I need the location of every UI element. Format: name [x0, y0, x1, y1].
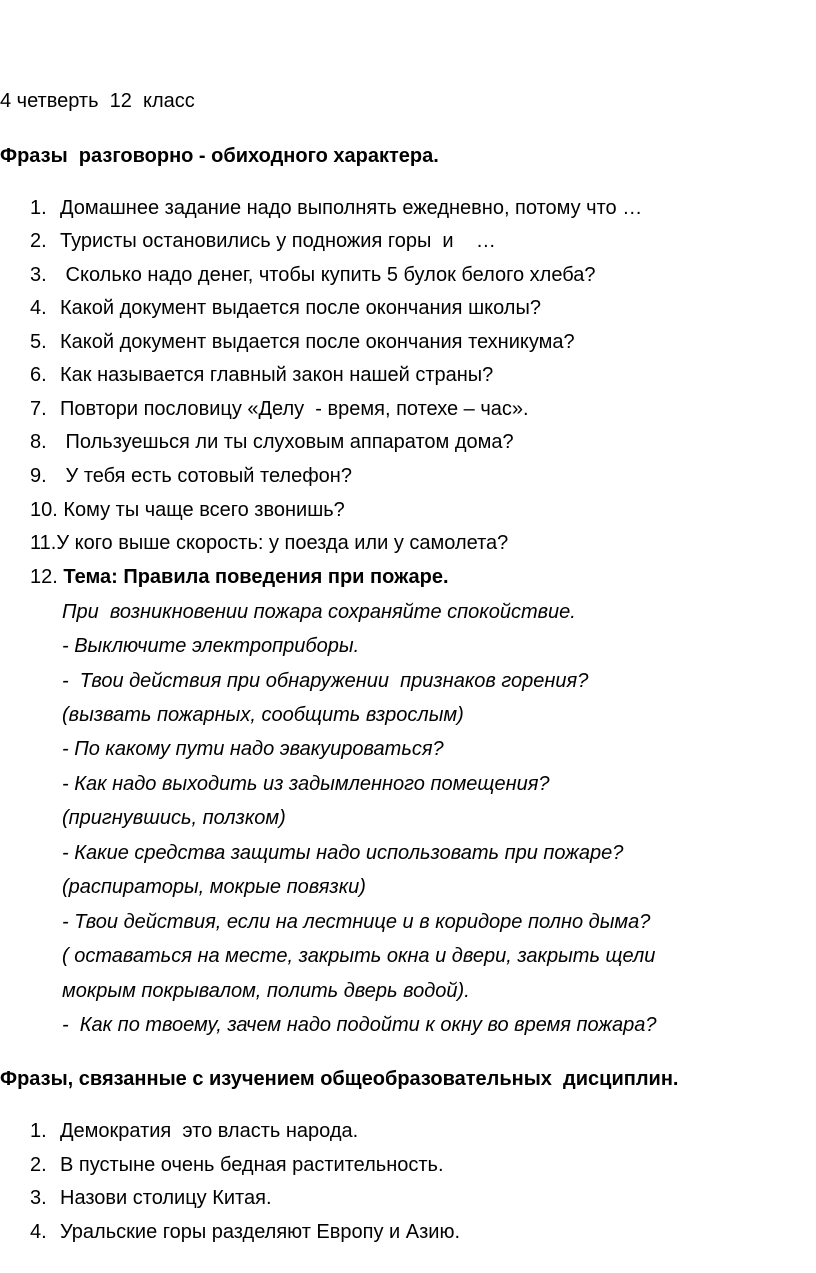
topic-line: - Как надо выходить из задымленного помещения?: [62, 773, 550, 795]
topic-line: - Твои действия, если на лестнице и в коридоре полно дыма?: [62, 911, 651, 933]
list-item: 3. Назови столицу Китая.: [30, 1187, 272, 1209]
topic-line: мокрым покрывалом, полить дверь водой).: [62, 980, 470, 1002]
list-item: 5. Какой документ выдается после окончания техникума?: [30, 331, 575, 353]
list-item: 1. Демократия это власть народа.: [30, 1120, 359, 1142]
topic-line: - Выключите электроприборы.: [62, 635, 360, 657]
topic-line: - По какому пути надо эвакуироваться?: [62, 738, 444, 760]
topic-line: (распираторы, мокрые повязки): [62, 876, 366, 898]
topic-line: - Как по твоему, зачем надо подойти к окну во время пожара?: [62, 1014, 657, 1036]
list-item: 2. В пустыне очень бедная растительность.: [30, 1154, 444, 1176]
list-item: 3. Сколько надо денег, чтобы купить 5 булок белого хлеба?: [30, 264, 596, 286]
list-item: 1. Домашнее задание надо выполнять ежедневно, потому что …: [30, 197, 643, 219]
topic-line: ( оставаться на месте, закрыть окна и двери, закрыть щели: [62, 945, 656, 967]
list-item: 9. У тебя есть сотовый телефон?: [30, 465, 352, 487]
list-item: 2. Туристы остановились у подножия горы и …: [30, 230, 496, 252]
section-title-conversational: Фразы разговорно - обиходного характера.: [0, 145, 439, 167]
topic-line: При возникновении пожара сохраняйте спокойствие.: [62, 601, 576, 623]
list-item: 4. Какой документ выдается после окончания школы?: [30, 297, 541, 319]
document-header: 4 четверть 12 класс: [0, 90, 195, 112]
topic-line: (пригнувшись, ползком): [62, 807, 286, 829]
topic-line: (вызвать пожарных, сообщить взрослым): [62, 704, 464, 726]
list-item: 8. Пользуешься ли ты слуховым аппаратом дома?: [30, 431, 514, 453]
list-item: 11.У кого выше скорость: у поезда или у самолета?: [30, 532, 509, 554]
topic-line: - Твои действия при обнаружении признаков горения?: [62, 670, 589, 692]
list-item: 4. Уральские горы разделяют Европу и Азию.: [30, 1221, 460, 1243]
list-item: 7. Повтори пословицу «Делу - время, потехе – час».: [30, 398, 529, 420]
topic-line: - Какие средства защиты надо использовать при пожаре?: [62, 842, 624, 864]
section-title-general-education: Фразы, связанные с изучением общеобразовательных дисциплин.: [0, 1068, 679, 1090]
list-item: 6. Как называется главный закон нашей страны?: [30, 364, 494, 386]
list-item-topic: 12. Тема: Правила поведения при пожаре.: [30, 566, 449, 588]
list-item: 10. Кому ты чаще всего звонишь?: [30, 499, 345, 521]
